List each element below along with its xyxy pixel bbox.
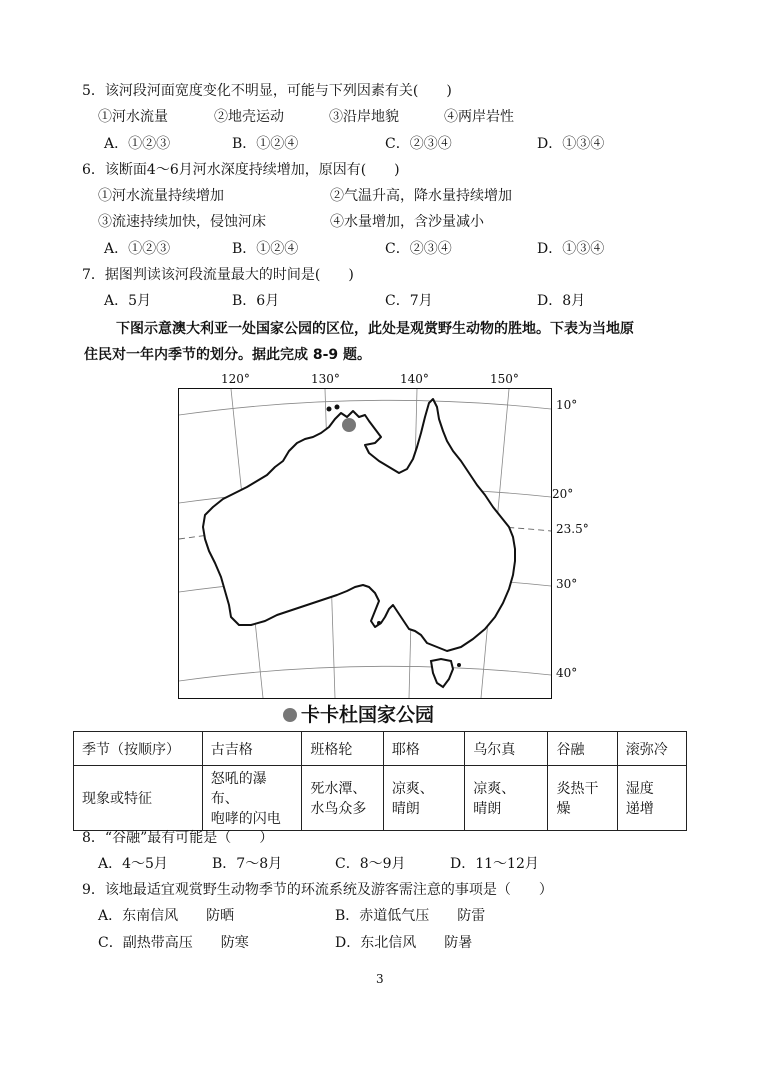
q5-option-b[interactable]: B．①②④	[232, 136, 299, 152]
q8-option-b[interactable]: B．7～8月	[212, 856, 283, 872]
seasons-table	[73, 731, 687, 831]
q5-item-2: ②地壳运动	[214, 109, 284, 125]
lat-label-23-5: 23.5°	[556, 522, 589, 536]
q5-option-d[interactable]: D．①③④	[537, 136, 605, 152]
feature-line: 递增	[625, 801, 654, 817]
q6-option-a[interactable]: A．①②③	[104, 241, 171, 257]
season-name: 乌尔真	[465, 732, 548, 766]
lat-label-40: 40°	[556, 666, 578, 680]
island-bass-strait	[457, 663, 461, 667]
lat-label-30: 30°	[556, 577, 578, 591]
q6-option-b[interactable]: B．①②④	[232, 241, 299, 257]
q5-item-4: ④两岸岩性	[444, 109, 514, 125]
table-header-row	[74, 732, 687, 766]
q8-option-a[interactable]: A．4～5月	[98, 856, 168, 872]
feature-line: 凉爽、	[473, 781, 516, 797]
island-kangaroo	[377, 621, 381, 625]
park-marker-legend-icon	[283, 708, 297, 722]
season-feature	[302, 766, 383, 831]
kakadu-park-marker	[342, 418, 356, 432]
q6-item-4: ④水量增加，含沙量减小	[330, 214, 484, 230]
q7-stem: 7．据图判读该河段流量最大的时间是( )	[82, 267, 354, 283]
feature-line: 晴朗	[473, 801, 502, 817]
q7-option-b[interactable]: B．6月	[232, 293, 280, 309]
map-svg	[179, 389, 551, 698]
australia-outline	[203, 399, 515, 651]
q8-option-d[interactable]: D．11～12月	[450, 856, 539, 872]
feature-line: 湿度	[625, 781, 654, 797]
feature-line: 死水潭、	[310, 781, 367, 797]
season-name: 谷融	[548, 732, 617, 766]
lat-label-20: 20°	[552, 487, 574, 501]
q9-stem: 9．该地最适宜观赏野生动物季节的环流系统及游客需注意的事项是（ ）	[82, 882, 553, 898]
map-caption	[283, 700, 434, 727]
q9-option-c[interactable]: C．副热带高压 防寒	[98, 935, 249, 951]
season-name: 耶格	[383, 732, 464, 766]
q5-item-1: ①河水流量	[98, 109, 168, 125]
lat-label-10: 10°	[556, 398, 578, 412]
tasmania-outline	[431, 659, 453, 687]
intro-line-1: 下图示意澳大利亚一处国家公园的区位，此处是观赏野生动物的胜地。下表为当地原	[116, 321, 634, 337]
season-feature	[383, 766, 464, 831]
table-header-label: 季节（按顺序）	[74, 732, 203, 766]
q5-item-3: ③沿岸地貌	[329, 109, 399, 125]
q7-option-c[interactable]: C．7月	[385, 293, 433, 309]
feature-line: 咆哮的闪电	[210, 811, 281, 827]
australia-map	[178, 388, 552, 699]
feature-line: 炎热干	[556, 781, 599, 797]
q9-option-a[interactable]: A．东南信风 防晒	[98, 908, 235, 924]
q6-stem: 6．该断面4～6月河水深度持续增加，原因有( )	[82, 162, 400, 178]
season-feature	[465, 766, 548, 831]
island-tiwi	[327, 407, 332, 412]
season-feature	[617, 766, 686, 831]
lon-label-120: 120°	[221, 372, 250, 386]
q9-option-d[interactable]: D．东北信风 防暑	[335, 935, 473, 951]
parallel-10	[179, 400, 551, 415]
season-feature	[548, 766, 617, 831]
q7-option-d[interactable]: D．8月	[537, 293, 586, 309]
q8-stem: 8．“谷融”最有可能是（ ）	[82, 830, 274, 846]
feature-line: 晴朗	[391, 801, 420, 817]
feature-line: 水鸟众多	[310, 801, 367, 817]
page-number: 3	[376, 972, 384, 986]
table-row-label: 现象或特征	[74, 766, 203, 831]
lon-label-130: 130°	[311, 372, 340, 386]
table-row	[74, 766, 687, 831]
parallel-40	[179, 666, 551, 681]
q6-item-3: ③流速持续加快，侵蚀河床	[98, 214, 266, 230]
season-name: 古吉格	[202, 732, 302, 766]
q5-option-c[interactable]: C．②③④	[385, 136, 452, 152]
island-melville	[335, 405, 340, 410]
feature-line: 凉爽、	[391, 781, 434, 797]
q8-option-c[interactable]: C．8～9月	[335, 856, 406, 872]
intro-line-2: 住民对一年内季节的划分。据此完成 8-9 题。	[84, 347, 372, 363]
season-feature	[202, 766, 302, 831]
season-name: 班格轮	[302, 732, 383, 766]
feature-line: 怒吼的瀑布、	[210, 771, 267, 807]
feature-line: 燥	[556, 801, 571, 817]
q9-option-b[interactable]: B．赤道低气压 防雷	[335, 908, 486, 924]
q7-option-a[interactable]: A．5月	[104, 293, 152, 309]
q6-option-c[interactable]: C．②③④	[385, 241, 452, 257]
q6-option-d[interactable]: D．①③④	[537, 241, 605, 257]
q6-item-1: ①河水流量持续增加	[98, 188, 224, 204]
q6-item-2: ②气温升高，降水量持续增加	[330, 188, 512, 204]
lon-label-150: 150°	[490, 372, 519, 386]
season-name: 滚弥冷	[617, 732, 686, 766]
lon-label-140: 140°	[400, 372, 429, 386]
map-caption-text: 卡卡杜国家公园	[301, 704, 435, 726]
q5-stem: 5．该河段河面宽度变化不明显，可能与下列因素有关( )	[82, 83, 452, 99]
q5-option-a[interactable]: A．①②③	[104, 136, 171, 152]
